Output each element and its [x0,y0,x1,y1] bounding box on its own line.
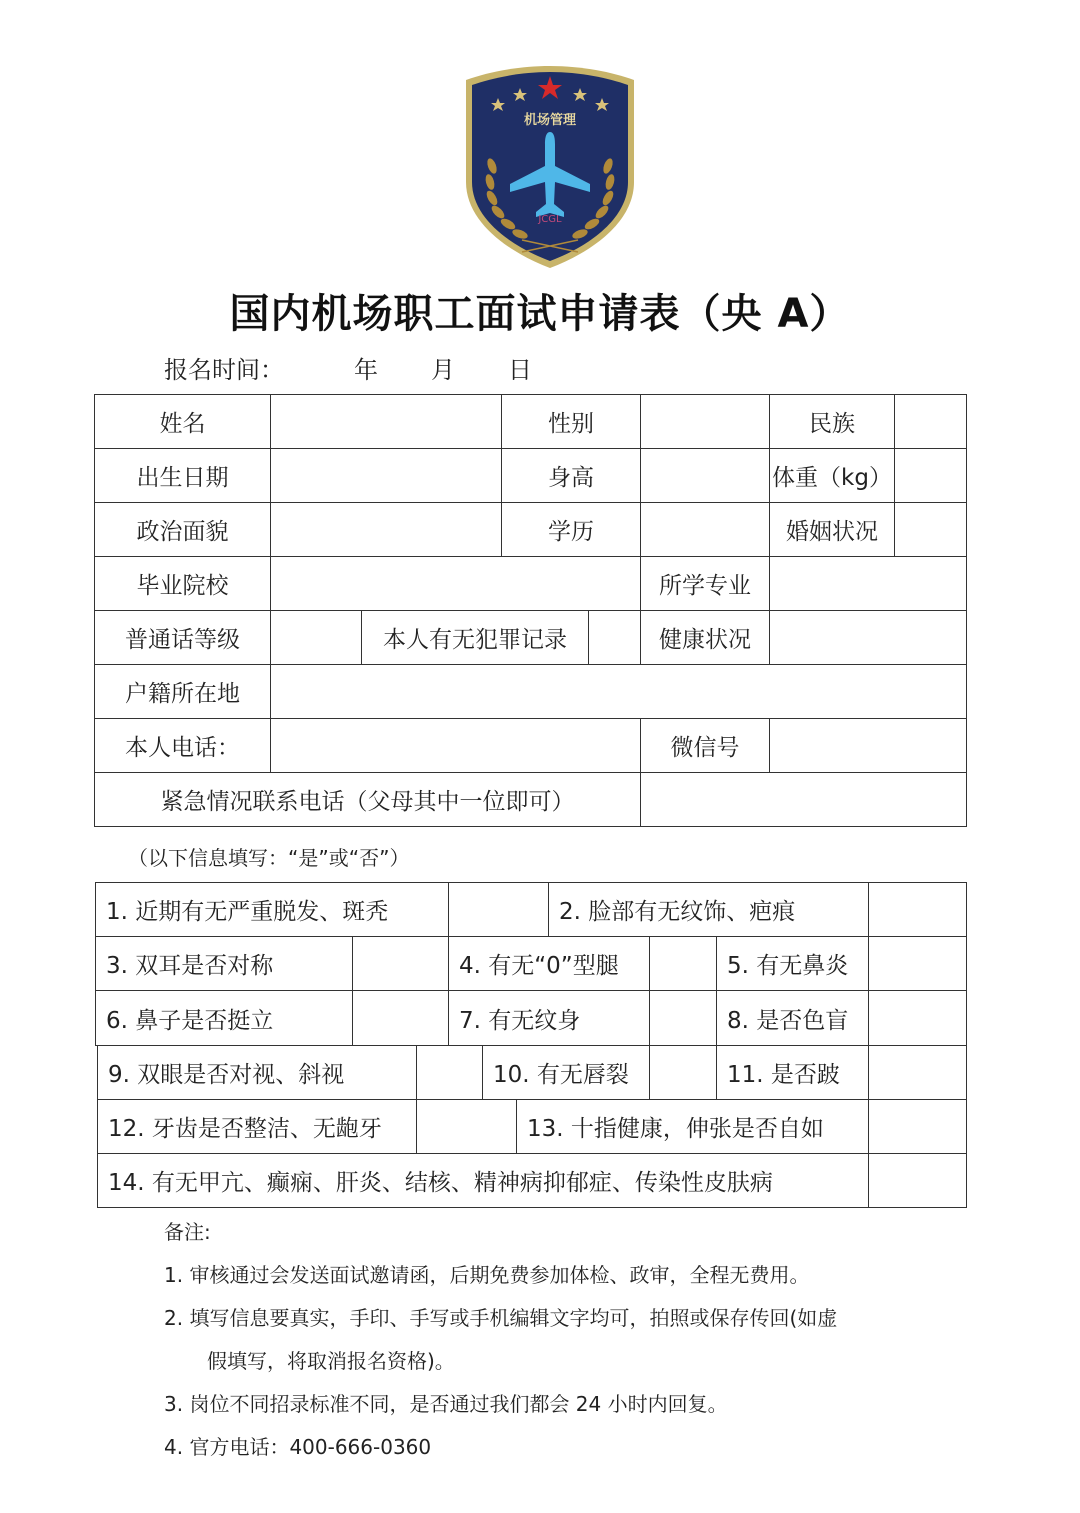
note-item-4-official-phone: 4. 官方电话：400-666-0360 [164,1435,432,1459]
page-title: 国内机场职工面试申请表（央 A） [229,291,851,337]
health-status-label: 健康状况 [640,610,770,665]
question-11-answer[interactable] [868,1045,967,1100]
major-label: 所学专业 [640,556,770,611]
yes-no-hint: （以下信息填写：“是”或“否”） [128,846,410,870]
health-status-field[interactable] [769,610,967,665]
mandarin-level-label: 普通话等级 [94,610,271,665]
school-label: 毕业院校 [94,556,271,611]
question-2-label: 2. 脸部有无纹饰、疤痕 [548,882,869,937]
phone-field[interactable] [270,718,641,773]
registration-month-label: 月 [431,356,455,384]
question-3-answer[interactable] [352,936,449,991]
emergency-contact-label: 紧急情况联系电话（父母其中一位即可） [94,772,641,827]
svg-text:机场管理: 机场管理 [523,113,577,128]
criminal-record-field[interactable] [588,610,641,665]
question-14-answer[interactable] [868,1153,967,1208]
political-status-field[interactable] [270,502,502,557]
gender-label: 性别 [501,394,641,449]
name-label: 姓名 [94,394,271,449]
question-5-label: 5. 有无鼻炎 [716,936,869,991]
height-field[interactable] [640,448,770,503]
criminal-record-label: 本人有无犯罪记录 [361,610,589,665]
weight-field[interactable] [894,448,967,503]
wechat-field[interactable] [769,718,967,773]
marital-status-label: 婚姻状况 [769,502,895,557]
note-item-2-continued: 假填写，将取消报名资格)。 [207,1349,455,1373]
registration-day-label: 日 [508,356,532,384]
question-9-label: 9. 双眼是否对视、斜视 [97,1045,417,1100]
note-item-3: 3. 岗位不同招录标准不同，是否通过我们都会 24 小时内回复。 [164,1392,728,1416]
notes-heading: 备注: [164,1220,211,1244]
question-10-answer[interactable] [649,1045,717,1100]
school-field[interactable] [270,556,641,611]
height-label: 身高 [501,448,641,503]
question-9-answer[interactable] [416,1045,483,1100]
gender-field[interactable] [640,394,770,449]
wechat-label: 微信号 [640,718,770,773]
question-7-label: 7. 有无纹身 [448,990,650,1046]
registration-time-label: 报名时间： [164,356,284,384]
hukou-field[interactable] [270,664,967,719]
question-7-answer[interactable] [649,990,717,1046]
airport-management-logo [462,62,638,272]
question-14-label: 14. 有无甲亢、癫痫、肝炎、结核、精神病抑郁症、传染性皮肤病 [97,1153,869,1208]
question-2-answer[interactable] [868,882,967,937]
question-12-answer[interactable] [416,1099,517,1154]
birth-date-label: 出生日期 [94,448,271,503]
political-status-label: 政治面貌 [94,502,271,557]
registration-year-label: 年 [354,356,378,384]
question-13-answer[interactable] [868,1099,967,1154]
question-10-label: 10. 有无唇裂 [482,1045,650,1100]
svg-text:JCGL: JCGL [538,214,562,225]
question-13-label: 13. 十指健康，伸张是否自如 [516,1099,869,1154]
question-3-label: 3. 双耳是否对称 [95,936,353,991]
question-1-label: 1. 近期有无严重脱发、斑秃 [95,882,449,937]
ethnicity-field[interactable] [894,394,967,449]
phone-label: 本人电话： [94,718,271,773]
mandarin-level-field[interactable] [270,610,362,665]
question-11-label: 11. 是否跛 [716,1045,869,1100]
major-field[interactable] [769,556,967,611]
education-field[interactable] [640,502,770,557]
question-8-label: 8. 是否色盲 [716,990,869,1046]
education-label: 学历 [501,502,641,557]
question-1-answer[interactable] [448,882,549,937]
question-6-answer[interactable] [352,990,449,1046]
note-item-1: 1. 审核通过会发送面试邀请函，后期免费参加体检、政审，全程无费用。 [164,1263,810,1287]
question-6-label: 6. 鼻子是否挺立 [95,990,353,1046]
question-12-label: 12. 牙齿是否整洁、无龅牙 [97,1099,417,1154]
question-5-answer[interactable] [868,936,967,991]
name-field[interactable] [270,394,502,449]
ethnicity-label: 民族 [769,394,895,449]
question-8-answer[interactable] [868,990,967,1046]
marital-status-field[interactable] [894,502,967,557]
birth-date-field[interactable] [270,448,502,503]
weight-label: 体重（kg） [769,448,895,503]
hukou-label: 户籍所在地 [94,664,271,719]
question-4-label: 4. 有无“0”型腿 [448,936,650,991]
question-4-answer[interactable] [649,936,717,991]
emergency-contact-field[interactable] [640,772,967,827]
note-item-2: 2. 填写信息要真实，手印、手写或手机编辑文字均可，拍照或保存传回(如虚 [164,1306,838,1330]
